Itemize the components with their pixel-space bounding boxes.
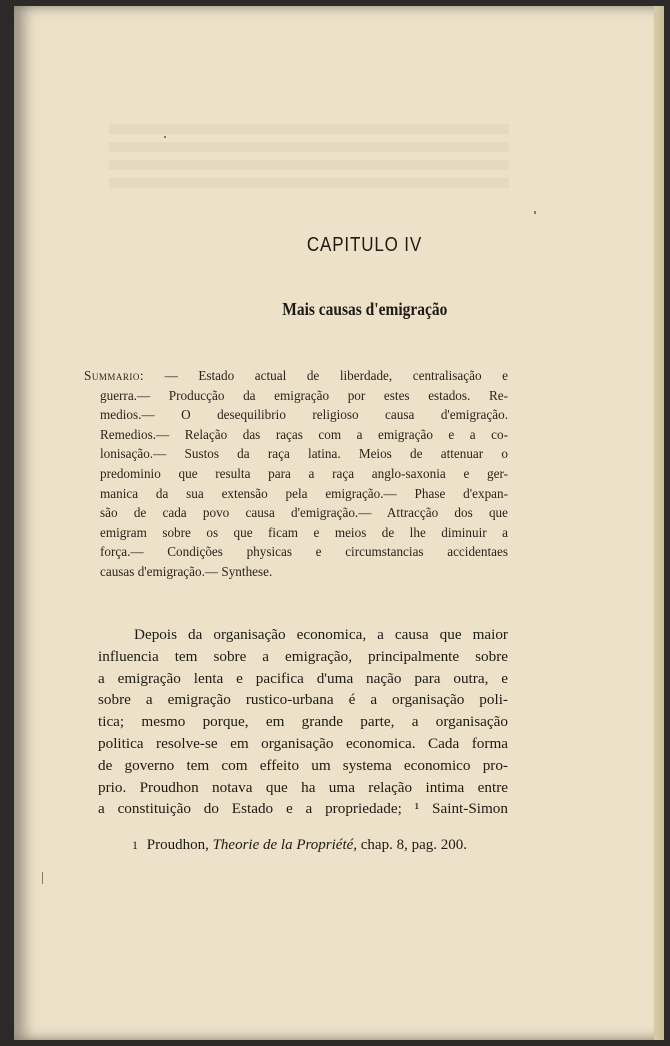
summary-line: força.— Condições physicas e circumstancias accidentaes: [100, 544, 508, 560]
body-line: tica; mesmo porque, em grande parte, a organisação: [98, 713, 508, 731]
footnote-reference: chap. 8, pag. 200.: [360, 837, 467, 853]
chapter-title: CAPITULO IV: [306, 234, 423, 256]
summary-line: Summario: — Estado actual de liberdade, centralisação e: [84, 368, 508, 383]
summary-line: lonisação.— Sustos da raça latina. Meios de attenuar o: [100, 446, 508, 462]
summary-line: predominio que resulta para a raça anglo-saxonia e ger-: [100, 465, 508, 481]
summary-line: são de cada povo causa d'emigração.— Attracção dos que: [100, 505, 508, 521]
body-line: a constituição do Estado e a propriedade; ¹ Saint-Simon: [98, 800, 508, 818]
body-line: politica resolve-se em organisação economica. Cada forma: [98, 734, 508, 752]
book-page: [14, 6, 664, 1040]
show-through-text: [109, 116, 509, 226]
summary-line: emigram sobre os que ficam e meios de lhe diminuir a: [100, 524, 508, 540]
body-line: a emigração lenta e pacifica d'uma nação para outra, e: [98, 669, 508, 687]
summary-line: medios.— O desequilibrio religioso causa d'emigração.: [100, 407, 508, 423]
summary-line: manica da sua extensão pela emigração.— Phase d'expan-: [100, 485, 508, 501]
body-paragraph: [98, 624, 508, 820]
body-line: sobre a emigração rustico-urbana é a organisação poli-: [98, 691, 508, 709]
paper-speck: [42, 872, 43, 884]
footnote-mark: 1: [132, 838, 138, 852]
footnote: [132, 837, 512, 854]
summary-line: causas d'emigração.— Synthese.: [100, 563, 273, 579]
page-edge: [654, 6, 664, 1040]
body-line: de governo tem com effeito um systema economico pro-: [98, 756, 508, 774]
summary-line: Remedios.— Relação das raças com a emigração e a co-: [100, 426, 508, 442]
summary-label: Summario:: [84, 368, 145, 383]
body-line: prio. Proudhon notava que ha uma relação intima entre: [98, 778, 508, 796]
chapter-summary: [84, 366, 508, 582]
footnote-title: Theorie de la Propriété,: [212, 837, 358, 853]
footnote-author: Proudhon,: [146, 837, 209, 853]
summary-line: guerra.— Producção da emigração por estes estados. Re-: [100, 387, 508, 403]
chapter-subtitle: Mais causas d'emigração: [282, 299, 448, 319]
paper-speck: [534, 211, 536, 214]
paper-speck: [164, 136, 166, 138]
body-line: influencia tem sobre a emigração, principalmente sobre: [98, 647, 508, 665]
body-line: Depois da organisação economica, a causa que maior: [134, 626, 508, 643]
